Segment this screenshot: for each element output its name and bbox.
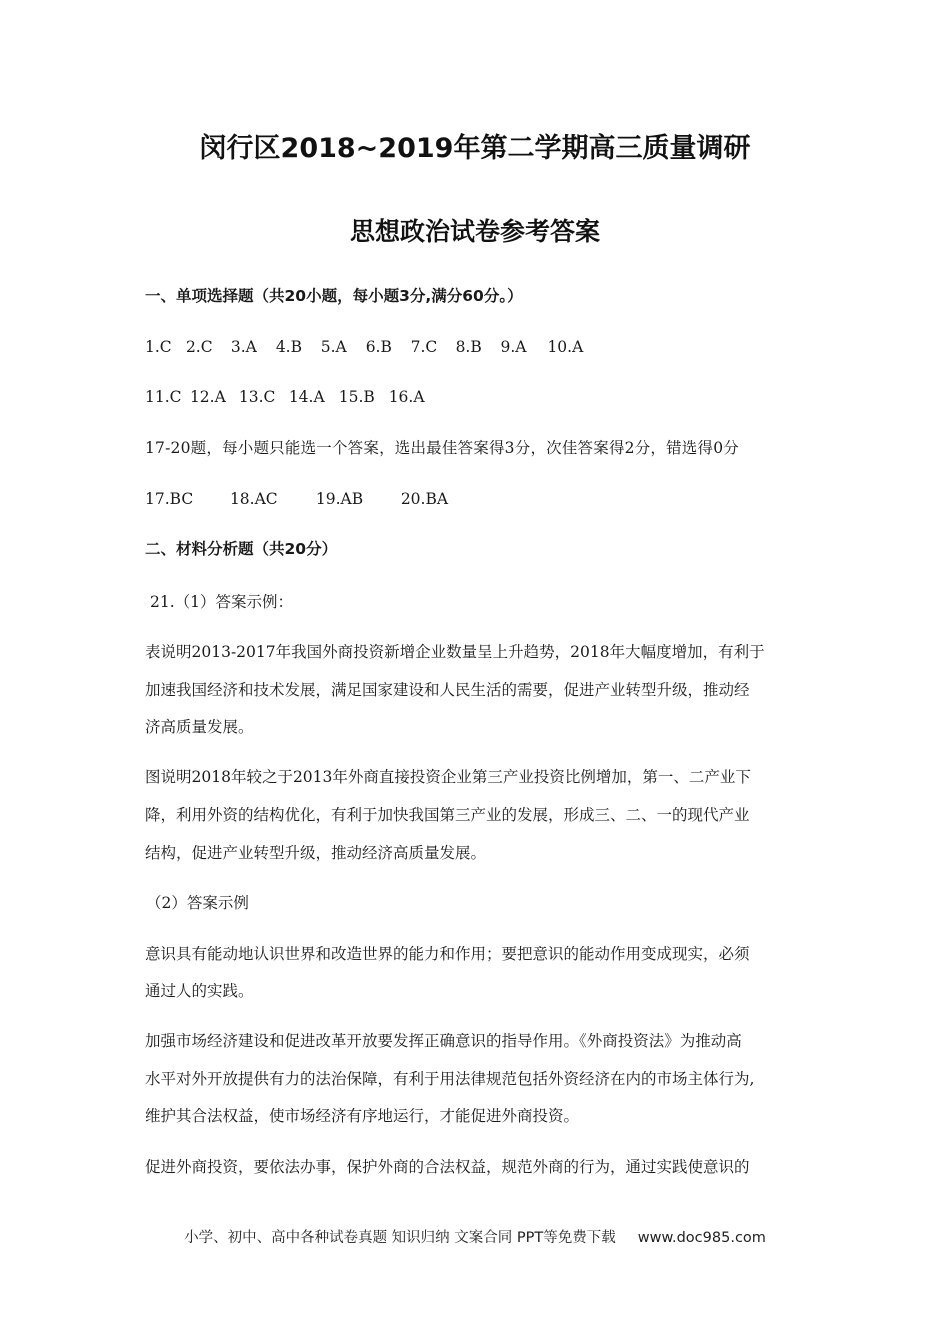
answer-1: 1.C	[145, 338, 172, 356]
answer-11: 11.C	[145, 388, 182, 406]
scoring-note: 17-20题，每小题只能选一个答案，选出最佳答案得3分，次佳答案得2分，错选得0分	[145, 439, 739, 457]
answer-7: 7.C	[410, 338, 438, 356]
answer-15: 15.B	[338, 388, 375, 406]
document-title: 闵行区2018~2019年第二学期高三质量调研	[199, 133, 751, 164]
paragraph-3-line-1: 意识具有能动地认识世界和改造世界的能力和作用；要把意识的能动作用变成现实，必须	[145, 945, 750, 963]
answer-row-1	[145, 337, 810, 357]
answer-14: 14.A	[288, 388, 325, 406]
answer-8: 8.B	[455, 338, 482, 356]
paragraph-4-line-2: 水平对外开放提供有力的法治保障，有利于用法律规范包括外资经济在内的市场主体行为,	[145, 1070, 755, 1088]
answer-4: 4.B	[275, 338, 302, 356]
page-footer	[0, 1226, 950, 1247]
answer-5: 5.A	[320, 338, 347, 356]
q21-part1-label: 21.（1）答案示例：	[150, 593, 294, 611]
footer-text: 小学、初中、高中各种试卷真题 知识归纳 文案合同 PPT等免费下载	[184, 1230, 616, 1246]
answer-row-2	[145, 387, 810, 407]
paragraph-4-line-1: 加强市场经济建设和促进改革开放要发挥正确意识的指导作用。《外商投资法》为推动高	[145, 1032, 742, 1050]
answer-10: 10.A	[547, 338, 584, 356]
answer-9: 9.A	[500, 338, 527, 356]
answer-3: 3.A	[230, 338, 257, 356]
paragraph-3-line-2: 通过人的实践。	[145, 982, 254, 1000]
section-2-heading: 二、材料分析题（共20分）	[145, 540, 338, 558]
paragraph-4-line-3: 维护其合法权益，使市场经济有序地运行，才能促进外商投资。	[145, 1107, 580, 1125]
document-subtitle: 思想政治试卷参考答案	[349, 217, 600, 246]
answer-row-3	[145, 489, 810, 509]
section-1-heading: 一、单项选择题（共20小题，每小题3分,满分60分。）	[145, 287, 523, 305]
answer-2: 2.C	[185, 338, 213, 356]
footer-site-link[interactable]: www.doc985.com	[637, 1230, 766, 1246]
paragraph-1-line-3: 济高质量发展。	[145, 718, 254, 736]
paragraph-2-line-3: 结构，促进产业转型升级，推动经济高质量发展。	[145, 844, 487, 862]
paragraph-5-line-1: 促进外商投资，要依法办事，保护外商的合法权益，规范外商的行为，通过实践使意识的	[145, 1158, 750, 1176]
answer-12: 12.A	[189, 388, 226, 406]
answer-6: 6.B	[365, 338, 392, 356]
q21-part2-label: （2）答案示例	[146, 894, 249, 912]
answer-19: 19.AB	[315, 490, 364, 508]
answer-18: 18.AC	[229, 490, 278, 508]
paragraph-1-line-2: 加速我国经济和技术发展，满足国家建设和人民生活的需要，促进产业转型升级，推动经	[145, 681, 750, 699]
answer-16: 16.A	[388, 388, 425, 406]
answer-20: 20.BA	[400, 490, 449, 508]
paragraph-1-line-1: 表说明2013-2017年我国外商投资新增企业数量呈上升趋势，2018年大幅度增加，有利于	[145, 643, 765, 661]
answer-17: 17.BC	[145, 490, 194, 508]
paragraph-2-line-2: 降，利用外资的结构优化，有利于加快我国第三产业的发展，形成三、二、一的现代产业	[145, 806, 750, 824]
answer-13: 13.C	[238, 388, 276, 406]
paragraph-2-line-1: 图说明2018年较之于2013年外商直接投资企业第三产业投资比例增加，第一、二产业下	[145, 768, 751, 786]
